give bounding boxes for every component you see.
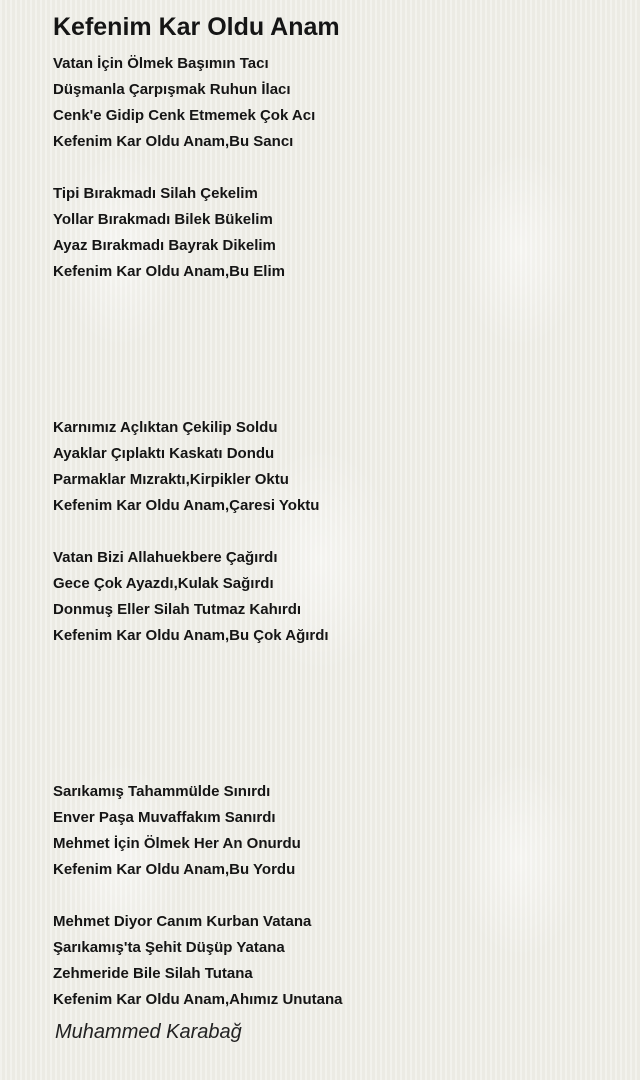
poem-line: Gece Çok Ayazdı,Kulak Sağırdı [53,575,274,592]
poem-line: Parmaklar Mızraktı,Kirpikler Oktu [53,471,289,488]
poem-line: Donmuş Eller Silah Tutmaz Kahırdı [53,601,302,618]
stanza [53,51,613,155]
poem-line: Enver Paşa Muvaffakım Sanırdı [53,809,276,826]
poem-line: Mehmet İçin Ölmek Her An Onurdu [53,835,301,852]
stanza [53,181,613,285]
stanza-gap [53,519,613,545]
poem-line: Mehmet Diyor Canım Kurban Vatana [53,913,312,930]
poem-line: Ayaz Bırakmadı Bayrak Dikelim [53,237,276,254]
poem-line: Yollar Bırakmadı Bilek Bükelim [53,211,273,228]
stanza [53,545,613,649]
poem-title: Kefenim Kar Oldu Anam [53,13,340,41]
poem-line: Kefenim Kar Oldu Anam,Bu Elim [53,263,285,280]
poem-line: Vatan İçin Ölmek Başımın Tacı [53,55,269,72]
stanza-gap [53,649,613,779]
poem-line: Kefenim Kar Oldu Anam,Ahımız Unutana [53,991,343,1008]
poem-line: Cenk'e Gidip Cenk Etmemek Çok Acı [53,107,316,124]
poem-line: Kefenim Kar Oldu Anam,Bu Sancı [53,133,294,150]
poem-line: Sarıkamış Tahammülde Sınırdı [53,783,271,800]
stanza-gap [53,883,613,909]
stanza [53,415,613,519]
stanza [53,909,613,1013]
stanza [53,779,613,883]
poem-line: Vatan Bizi Allahuekbere Çağırdı [53,549,278,566]
poem-line: Tipi Bırakmadı Silah Çekelim [53,185,258,202]
stanza-gap [53,285,613,415]
poem-line: Kefenim Kar Oldu Anam,Bu Çok Ağırdı [53,627,329,644]
poem-line: Şarıkamış'ta Şehit Düşüp Yatana [53,939,285,956]
poem-line: Ayaklar Çıplaktı Kaskatı Dondu [53,445,275,462]
poem-line: Zehmeride Bile Silah Tutana [53,965,253,982]
poem-line: Karnımız Açlıktan Çekilip Soldu [53,419,278,436]
poem-line: Kefenim Kar Oldu Anam,Bu Yordu [53,861,296,878]
stanza-gap [53,155,613,181]
poem-line: Düşmanla Çarpışmak Ruhun İlacı [53,81,291,98]
poem-author: Muhammed Karabağ [55,1021,242,1043]
poem-line: Kefenim Kar Oldu Anam,Çaresi Yoktu [53,497,320,514]
poem-body [53,51,613,1013]
